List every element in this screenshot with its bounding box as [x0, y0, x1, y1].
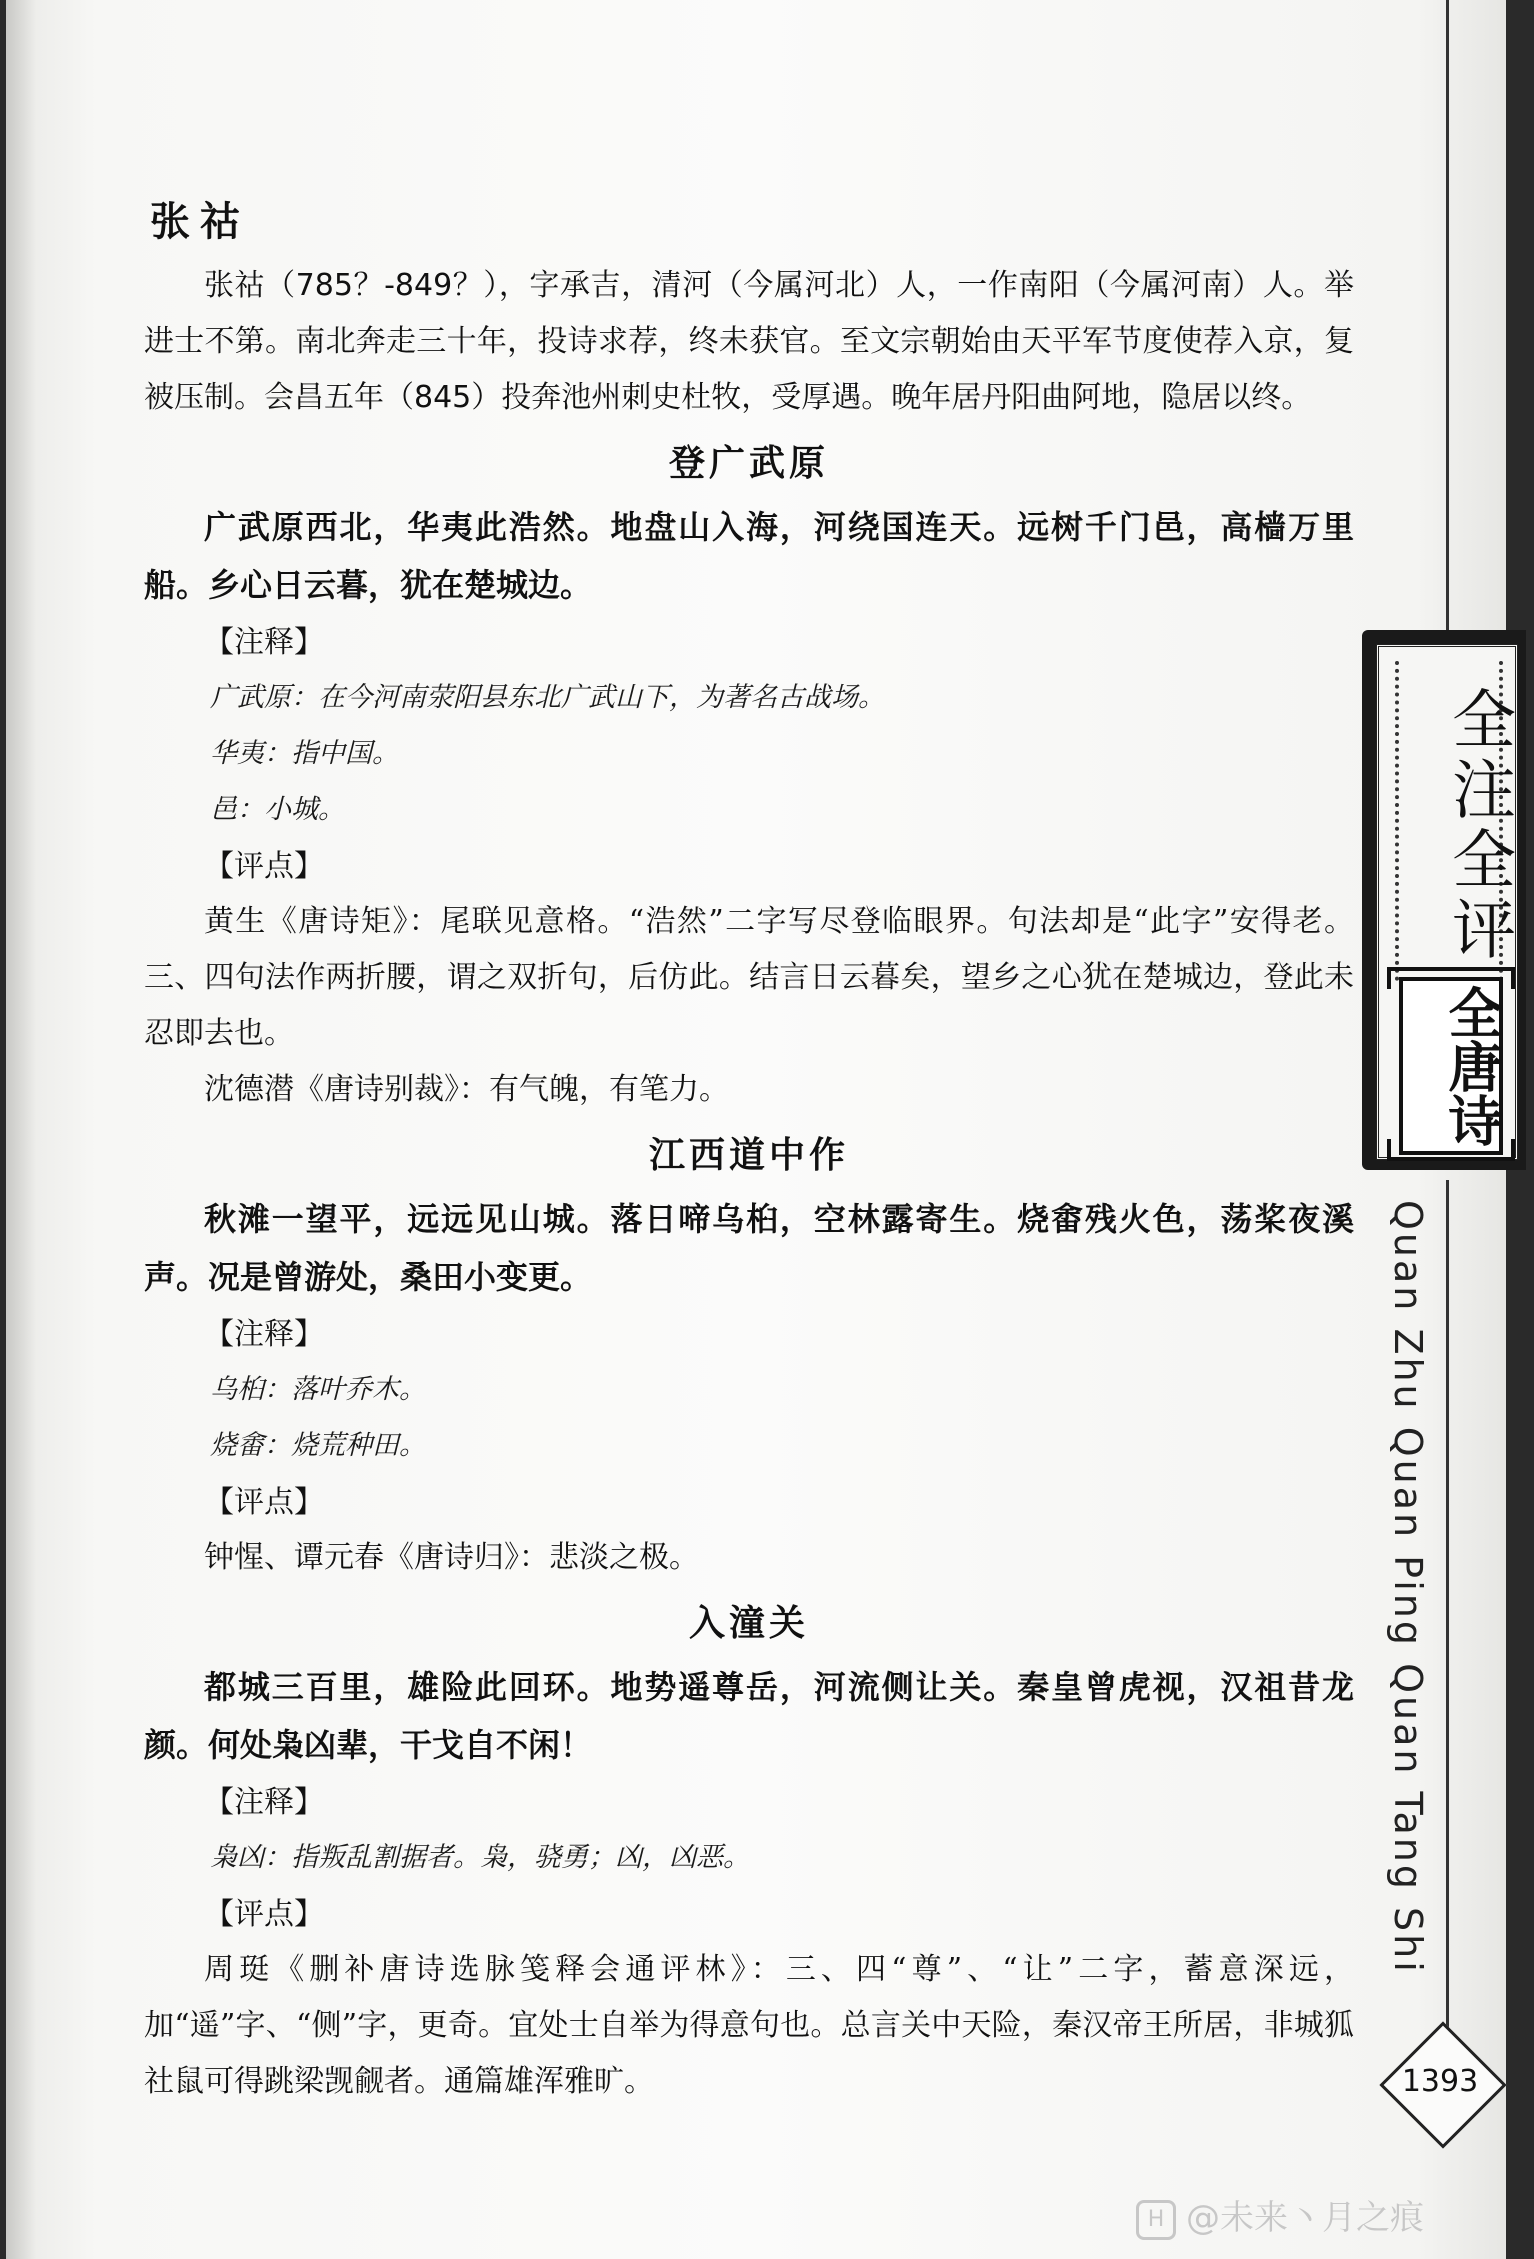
notes-heading: 【注释】 — [204, 1785, 324, 1820]
poem-body: 秋滩一望平，远远见山城。落日啼乌桕，空林露寄生。烧畬残火色，荡桨夜溪声。况是曾游处，桑田小变更。 — [144, 1200, 1354, 1296]
spine-rule-bottom — [1446, 1180, 1449, 2030]
note-item: 华夷：指中国。 — [210, 738, 399, 769]
poem-body: 都城三百里，雄险此回环。地势遥尊岳，河流侧让关。秦皇曾虎视，汉祖昔龙颜。何处枭凶辈，干戈自不闲！ — [144, 1668, 1354, 1764]
note-item: 烧畬：烧荒种田。 — [210, 1430, 426, 1461]
page-number: 1393 — [1401, 2064, 1479, 2099]
comment-item: 钟惺、谭元春《唐诗归》：悲淡之极。 — [204, 1540, 699, 1575]
note-item: 枭凶：指叛乱割据者。枭，骁勇；凶，凶恶。 — [210, 1842, 750, 1873]
poem-title: 登广武原 — [668, 443, 829, 484]
note-item: 邑：小城。 — [210, 794, 345, 825]
page-content — [144, 190, 1354, 2110]
author-intro: 张祜（785？-849？），字承吉，清河（今属河北）人，一作南阳（今属河南）人。举进士不第。南北奔走三十年，投诗求荐，终未获官。至文宗朝始由天平军节度使荐入京，复被压制。会昌五年（845）投奔池州刺史杜牧，受厚遇。晚年居丹阳曲阿地，隐居以终。 — [144, 268, 1354, 415]
side-tab-panel — [1376, 644, 1518, 1160]
comment-item: 周珽《删补唐诗选脉笺释会通评林》：三、四“尊”、“让”二字，蓄意深远，加“遥”字、“侧”字，更奇。宜处士自举为得意句也。总言关中天险，秦汉帝王所居，非城狐社鼠可得跳梁觊觎者。通篇雄浑雅旷。 — [144, 1952, 1354, 2099]
page-curl-shadow — [6, 0, 36, 2259]
book-page — [6, 0, 1515, 2259]
comment-item: 黄生《唐诗矩》：尾联见意格。“浩然”二字写尽登临眼界。句法却是“此字”安得老。三、四句法作两折腰，谓之双折句，后仿此。结言日云暮矣，望乡之心犹在楚城边，登此未忍即去也。 — [144, 904, 1354, 1051]
book-title: 全唐诗 — [1399, 977, 1503, 1155]
note-item: 乌桕：落叶乔木。 — [210, 1374, 426, 1405]
watermark — [1136, 2190, 1516, 2240]
note-item: 广武原：在今河南荥阳县东北广武山下，为著名古战场。 — [210, 682, 885, 713]
series-title: 全注全评 — [1441, 686, 1515, 966]
notes-heading: 【注释】 — [204, 625, 324, 660]
comment-item: 沈德潜《唐诗别裁》：有气魄，有笔力。 — [204, 1072, 729, 1107]
poem-body: 广武原西北，华夷此浩然。地盘山入海，河绕国连天。远树千门邑，高樯万里船。乡心日云暮，犹在楚城边。 — [144, 508, 1354, 604]
comments-heading: 【评点】 — [204, 1485, 324, 1520]
watermark-text: @未来丶月之痕 — [1186, 2198, 1424, 2238]
poem-title: 入潼关 — [688, 1603, 809, 1644]
spine-rule-top — [1446, 0, 1449, 630]
pinyin-title: Quan Zhu Quan Ping Quan Tang Shi — [1386, 1200, 1430, 1975]
watermark-logo-icon: H — [1136, 2200, 1176, 2240]
bracket-bottom — [1387, 1139, 1515, 1161]
notes-heading: 【注释】 — [204, 1317, 324, 1352]
poem-title: 江西道中作 — [648, 1135, 849, 1176]
side-tab — [1362, 630, 1526, 1170]
comments-heading: 【评点】 — [204, 1897, 324, 1932]
comments-heading: 【评点】 — [204, 849, 324, 884]
author-name: 张祜 — [150, 199, 250, 245]
